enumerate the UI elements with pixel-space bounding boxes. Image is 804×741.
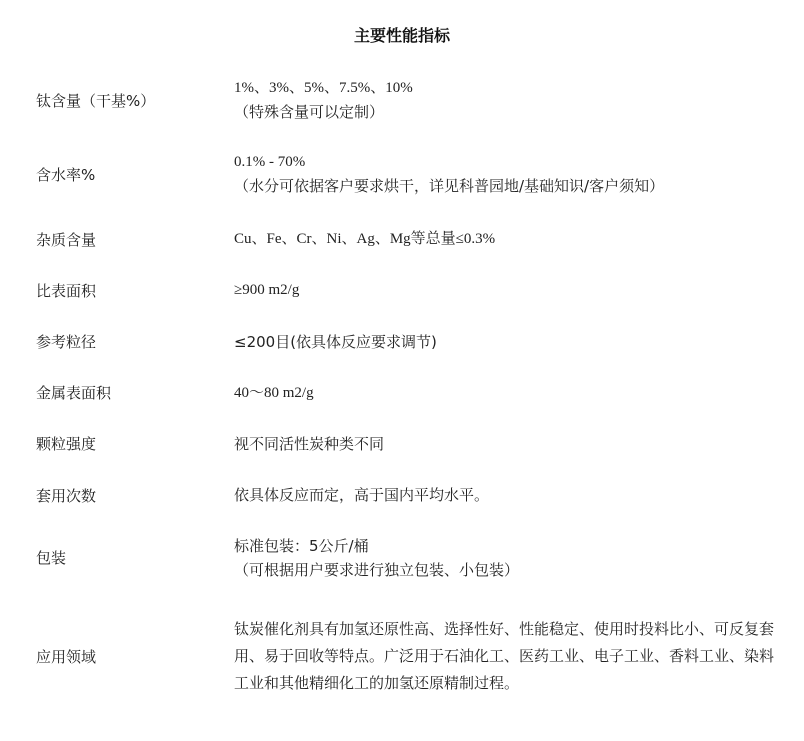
spec-row-reuse-count bbox=[0, 469, 804, 521]
spec-row-titanium-content bbox=[0, 66, 804, 134]
spec-value bbox=[234, 150, 774, 198]
spec-value-line: ≥900 m2/g bbox=[234, 282, 300, 298]
spec-value-line: 1%、3%、5%、7.5%、10% bbox=[234, 80, 413, 96]
spec-value bbox=[234, 534, 774, 582]
spec-value-line: 依具体反应而定，高于国内平均水平。 bbox=[234, 486, 490, 504]
spec-label: 套用次数 bbox=[36, 486, 97, 505]
spec-row-impurity bbox=[0, 214, 804, 264]
spec-value bbox=[234, 616, 774, 697]
spec-value-line: （水分可依据客户要求烘干，详见科普园地/基础知识/客户须知） bbox=[234, 177, 665, 195]
spec-value-line: （可根据用户要求进行独立包装、小包装） bbox=[234, 560, 520, 579]
spec-row-moisture bbox=[0, 134, 804, 214]
spec-row-strength bbox=[0, 418, 804, 469]
spec-value bbox=[234, 227, 774, 251]
spec-value-line: Cu、Fe、Cr、Ni、Ag、Mg等总量≤0.3% bbox=[234, 231, 496, 247]
spec-label: 应用领域 bbox=[36, 648, 97, 666]
spec-label: 含水率% bbox=[36, 165, 96, 184]
spec-row-metal-surface bbox=[0, 367, 804, 418]
spec-value bbox=[234, 76, 774, 124]
spec-value-line: （特殊含量可以定制） bbox=[234, 103, 385, 121]
spec-value bbox=[234, 381, 774, 405]
spec-label: 钛含量（干基%） bbox=[36, 91, 156, 110]
spec-value bbox=[234, 278, 774, 302]
spec-value-line: 标准包装：5公斤/桶 bbox=[234, 536, 369, 555]
spec-label: 金属表面积 bbox=[36, 384, 112, 402]
spec-label: 比表面积 bbox=[36, 281, 97, 300]
spec-row-particle-size bbox=[0, 316, 804, 367]
spec-label: 参考粒径 bbox=[36, 333, 97, 351]
spec-value-paragraph: 钛炭催化剂具有加氢还原性高、选择性好、性能稳定、使用时投料比小、可反复套用、易于回收等特点。广泛用于石油化工、医药工业、电子工业、香料工业、染料工业和其他精细化工的加氢还原精制过程。 bbox=[234, 620, 775, 692]
spec-table bbox=[0, 66, 804, 719]
spec-label: 颗粒强度 bbox=[36, 435, 97, 453]
spec-label: 包装 bbox=[36, 549, 67, 567]
spec-row-packaging bbox=[0, 521, 804, 594]
spec-label: 杂质含量 bbox=[36, 230, 97, 249]
spec-value bbox=[234, 330, 774, 354]
spec-value-line: 视不同活性炭种类不同 bbox=[234, 434, 385, 453]
spec-value-line: ≤200目(依具体反应要求调节) bbox=[234, 332, 437, 351]
spec-value-line: 0.1% - 70% bbox=[234, 154, 306, 170]
spec-row-application bbox=[0, 594, 804, 719]
spec-value bbox=[234, 483, 774, 507]
page-title: 主要性能指标 bbox=[353, 26, 450, 45]
spec-value-line: 40～80 m2/g bbox=[234, 384, 314, 401]
spec-value bbox=[234, 432, 774, 456]
spec-row-surface-area bbox=[0, 264, 804, 316]
